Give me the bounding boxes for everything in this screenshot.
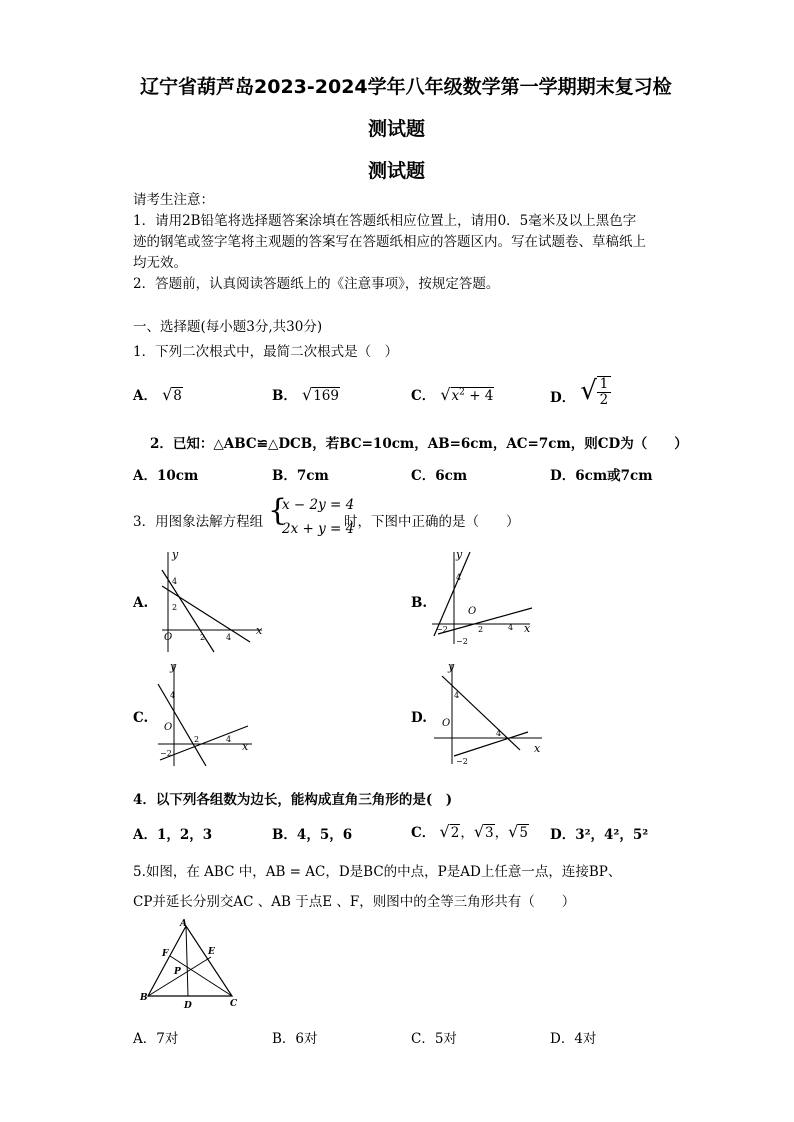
tick-label: −2 [160, 749, 172, 758]
q4-option-b [272, 823, 352, 843]
graph-b [428, 548, 543, 648]
question-5-stem-line2: CP并延长分别交AC 、AB 于点E 、F，则图中的全等三角形共有（ ） [133, 894, 576, 910]
q2-option-b: B．7cm [272, 468, 329, 484]
tick-label: −2 [456, 637, 468, 646]
option-label: B． [272, 827, 297, 843]
system-brace: { [268, 493, 288, 528]
graph-d [428, 660, 548, 770]
option-label: A． [133, 827, 157, 843]
option-label: D． [550, 390, 576, 406]
tick-label: 4 [508, 623, 514, 632]
q3-option-a-label: A. [133, 595, 149, 611]
point-p-label: P [174, 967, 181, 977]
q2-option-c: C．6cm [411, 468, 468, 484]
q3-option-c-label: C. [133, 710, 149, 726]
q5-option-a: A．7对 [133, 1031, 179, 1047]
option-label: D． [550, 827, 576, 843]
q3-option-b-label: B. [411, 595, 428, 611]
point-f-label: F [162, 949, 169, 959]
separator: ， [460, 825, 474, 841]
page-title-line2: 测试题 [368, 118, 426, 140]
radicand: 3 [485, 825, 494, 841]
radicand: 169 [313, 388, 339, 404]
tick-label: 4 [172, 577, 178, 586]
notice-line: 2．答题前，认真阅读答题纸上的《注意事项》，按规定答题。 [133, 276, 500, 292]
option-text: 4，5，6 [296, 827, 353, 843]
line-2 [160, 726, 248, 760]
option-text: 3²，4²，5² [575, 827, 649, 843]
radicand: 5 [519, 825, 528, 841]
tick-label: 4 [170, 691, 176, 700]
radicand: 2 [450, 825, 460, 841]
q1-option-b: B． √169 [272, 385, 339, 404]
question-3-stem-suffix: 时，下图中正确的是（ ） [344, 514, 520, 530]
option-label: B． [272, 388, 297, 404]
q5-option-b: B．6对 [272, 1031, 318, 1047]
q2-option-a: A．10cm [133, 468, 199, 484]
point-e-label: E [208, 947, 215, 957]
vertex-a-label: A [180, 919, 187, 929]
tick-label: 4 [226, 633, 232, 642]
tick-label: 4 [456, 573, 462, 582]
notice-line: 均无效。 [133, 255, 187, 271]
separator: ， [494, 825, 509, 841]
graph-c [150, 660, 265, 770]
q1-option-a: A． √8 [133, 385, 182, 404]
vertex-c-label: C [230, 999, 238, 1009]
page-title: 辽宁省葫芦岛2023-2024学年八年级数学第一学期期末复习检 [140, 76, 672, 98]
triangle-figure [140, 920, 250, 1010]
y-axis-label: y [448, 660, 455, 673]
option-label: C． [411, 388, 436, 404]
notice-line: 1．请用2B铅笔将选择题答案涂填在答题纸相应位置上，请用0．5毫米及以上黑色字 [133, 213, 637, 229]
q4-option-a [133, 823, 212, 843]
tick-label: 2 [200, 633, 206, 642]
y-axis-label: y [170, 660, 177, 673]
x-axis-label: x [256, 624, 263, 637]
q3-option-d-label: D. [411, 710, 427, 726]
tick-label: 4 [496, 729, 502, 738]
question-2-stem: 2．已知：△ABC≌△DCB，若BC=10cm，AB=6cm，AC=7cm，则CD为（ ） [150, 436, 688, 452]
question-1-stem: 1．下列二次根式中，最简二次根式是（ ） [133, 344, 399, 360]
segment-ad [186, 926, 188, 996]
notice-heading: 请考生注意： [133, 192, 214, 208]
origin-label: O [468, 606, 477, 617]
origin-label: O [442, 718, 451, 729]
option-text: 1，2，3 [156, 827, 213, 843]
line-1 [434, 552, 470, 636]
x-axis-label: x [534, 742, 541, 755]
q4-option-d [550, 823, 648, 843]
option-label: A． [133, 388, 157, 404]
system-equation-2: 2x + y = 4 [282, 521, 355, 537]
line-2 [454, 732, 528, 756]
line-2 [162, 586, 250, 642]
origin-label: O [164, 722, 173, 733]
tick-label: 2 [194, 735, 200, 744]
q5-option-c: C．5对 [411, 1031, 457, 1047]
question-3-stem-prefix: 3．用图象法解方程组 [133, 514, 264, 530]
tick-label: 4 [226, 735, 232, 744]
q1-option-d: $_{D.}$ √ $\frac{1}{2}$ [550, 372, 611, 408]
y-axis-label: y [172, 548, 179, 561]
question-5-stem-line1: 5.如图，在 ABC 中，AB = AC，D是BC的中点，P是AD上任意一点，连接BP、 [133, 864, 622, 880]
radicand-rest: + 4 [464, 388, 494, 404]
fraction-denominator: 2 [599, 392, 609, 408]
graph-a [150, 548, 270, 656]
vertex-b-label: B [140, 993, 148, 1003]
page-subtitle: 测试题 [368, 160, 426, 182]
q5-option-d: D．4对 [550, 1031, 597, 1047]
x-axis-label: x [242, 740, 249, 753]
section-heading: 一、选择题(每小题3分,共30分) [133, 319, 323, 335]
q1-option-c: C． $√x^2 + 4$ [411, 385, 494, 404]
point-d-label: D [184, 1001, 192, 1011]
y-axis-label: y [456, 548, 463, 561]
origin-label: O [164, 632, 173, 643]
fraction-numerator: 1 [597, 377, 611, 393]
system-equation-1: x − 2y = 4 [282, 497, 355, 513]
triangle-abc [148, 926, 232, 996]
radicand-exponent: 2 [459, 387, 465, 398]
tick-label: 2 [172, 603, 178, 612]
tick-label: −2 [456, 757, 468, 766]
option-label: C． [411, 825, 436, 841]
radicand-base: x [451, 388, 460, 404]
tick-label: 2 [478, 625, 484, 634]
notice-line: 迹的钢笔或签字笔将主观题的答案写在答题纸相应的答题区内。写在试题卷、草稿纸上 [133, 234, 646, 250]
question-4-stem: 4．以下列各组数为边长，能构成直角三角形的是( ) [133, 792, 453, 808]
tick-label: −2 [436, 625, 448, 634]
q4-option-c: C． √2，√3，√5 [411, 822, 528, 841]
q2-option-d: D．6cm或7cm [550, 468, 653, 484]
radicand: 8 [173, 388, 182, 404]
line-2 [438, 608, 532, 634]
x-axis-label: x [524, 622, 531, 635]
tick-label: 4 [454, 691, 460, 700]
